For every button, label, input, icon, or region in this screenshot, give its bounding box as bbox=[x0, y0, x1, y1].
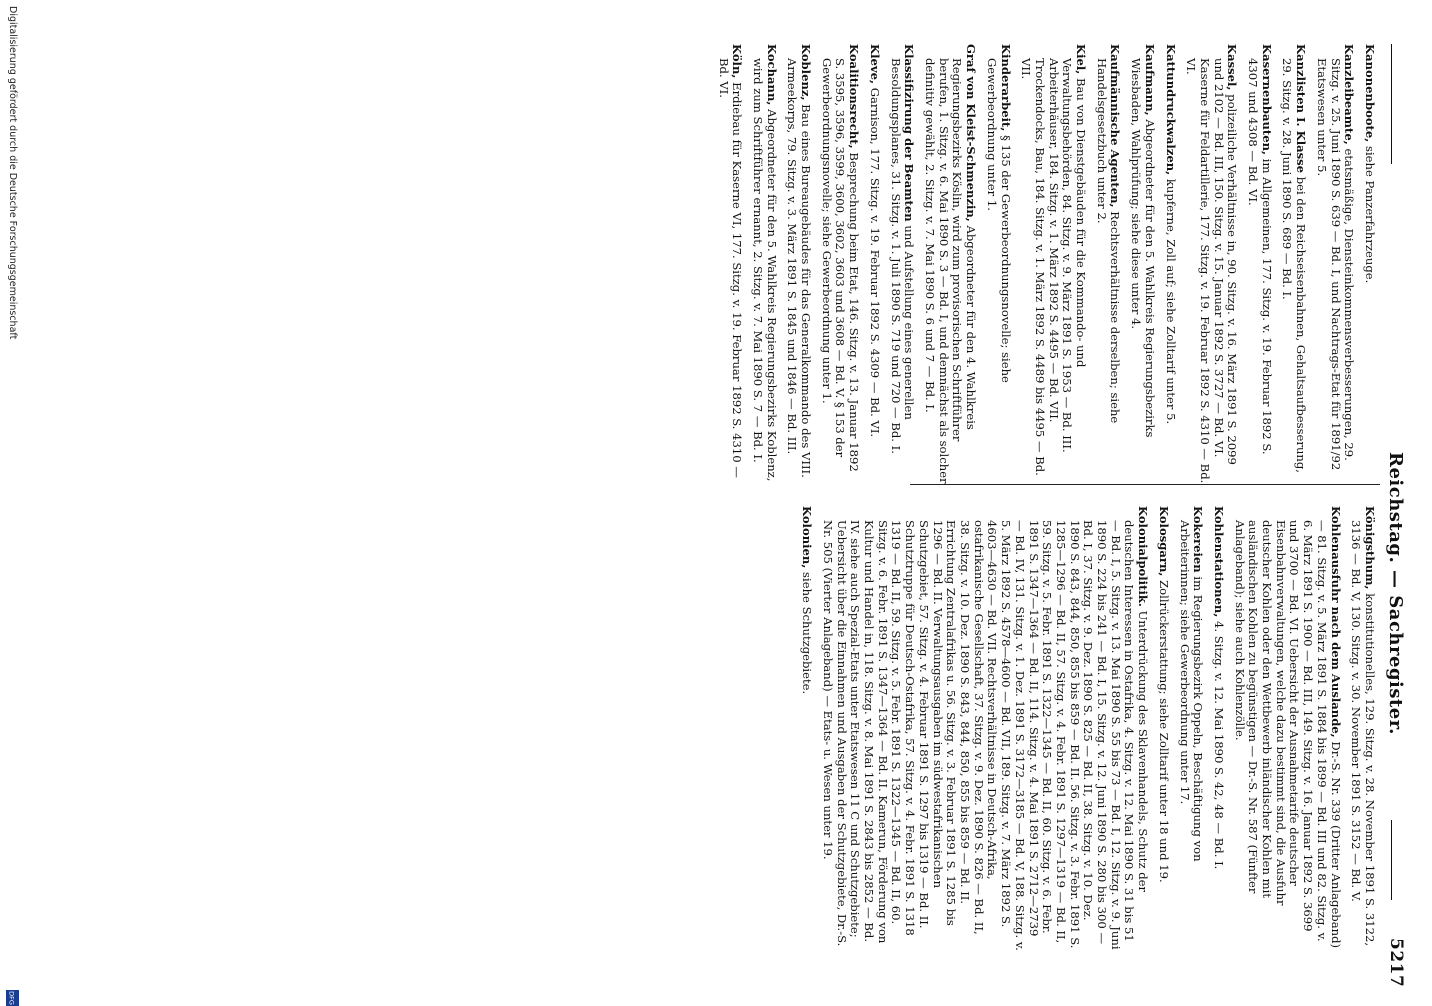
index-entry bbox=[1211, 506, 1225, 951]
entry-keyword: Kolosgarn, bbox=[1156, 506, 1171, 577]
index-entry bbox=[1314, 44, 1355, 484]
index-entry bbox=[819, 44, 860, 484]
dfg-logo-icon bbox=[6, 990, 19, 1006]
entry-keyword: Kolonialpolitik. bbox=[1136, 506, 1151, 607]
entry-keyword: Kiel, bbox=[1074, 44, 1089, 75]
entry-text: Abgeordneter für den 4. Wahlkreis Regierungsbezirks Köslin, wird zum provisorischen Schriftführer berufen, 1. Sitzg. v. 6. Mai 1890 S. 3 — Bd. I, und demnächst als solcher definitiv gewählt, 2. Sitzg. v. 7. Mai 1890 S. 6 und 7 — Bd. I. bbox=[923, 58, 979, 484]
entry-keyword: Kinderarbeit, bbox=[998, 44, 1013, 132]
entry-keyword: Koblenz, bbox=[799, 44, 814, 101]
entry-text: § 135 der Gewerbeordnungsnovelle; siehe Gewerbeordnung unter 1. bbox=[984, 58, 1013, 383]
entry-text: bei den Reichseisenbahnen, Gehaltsaufbesserung, 29. Sitzg. v. 28. Juni 1890 S. 689 — Bd. I. bbox=[1280, 58, 1309, 473]
entry-text: Bau von Dienstgebäuden für die Kommando- und Verwaltungsbehörden, 84. Sitzg. v. 9. März 1891 S. 1953 — Bd. III. Arbeiterhäuser, 184. Sitzg. v. 1. März 1892 S. 4495 — Bd. VII. Trockendocks, Bau, 184. Sitzg. v. 1. März 1892 S. 4489 bis 4495 — Bd. VII. bbox=[1019, 58, 1089, 476]
index-entry bbox=[888, 44, 915, 484]
index-entry bbox=[785, 44, 812, 484]
entry-text: im Regierungsbezirk Oppeln, Beschäftigung von Arbeiterinnen; siehe Gewerbeordnung unter 17. bbox=[1177, 520, 1206, 862]
entry-keyword: Kassel, bbox=[1225, 44, 1240, 91]
entry-keyword: Kleve, bbox=[867, 44, 882, 85]
entry-keyword: Köln, bbox=[730, 44, 745, 79]
entry-keyword: Kohlenausfuhr nach dem Auslande, bbox=[1328, 506, 1343, 738]
entry-keyword: Klassifizirung der Beamten bbox=[902, 44, 917, 222]
entry-text: siehe Schutzgebiete. bbox=[800, 568, 815, 695]
entry-keyword: Kanzleibeamte, bbox=[1342, 44, 1357, 145]
entry-text: Bau eines Bureaugebäudes für das Generalkommando des VIII. Armeekorps, 79. Sitzg. v. 3. März 1891 S. 1845 und 1846 — Bd. III. bbox=[785, 58, 814, 478]
index-entry bbox=[1163, 44, 1177, 484]
svg-text:DFG: DFG bbox=[7, 991, 16, 1005]
header-rule-left bbox=[1391, 44, 1392, 164]
entry-keyword: Kanzlisten I. Klasse bbox=[1294, 44, 1309, 174]
entry-text: Abgeordneter für den 5. Wahlkreis Regierungsbezirks Wiesbaden, Wahlprüfung; siehe diese unter 4. bbox=[1129, 58, 1157, 438]
entry-text: Abgeordneter für den 5. Wahlkreis Regierungsbezirks Koblenz, wird zum Schriftführer ernannt, 2. Sitzg. v. 7. Mai 1890 S. 7 — Bd. I. bbox=[750, 58, 779, 482]
entry-text: konstitutionelles, 129. Sitzg. v. 28. November 1891 S. 3122, 3136 — Bd. V, 130. Sitzg. v. 30. November 1891 S. 3152 — Bd. V. bbox=[1349, 520, 1377, 947]
entry-text: Dr.-S. Nr. 339 (Dritter Anlageband) — 81. Sitzg. v. 5. März 1891 S. 1884 bis 1899 — Bd. III und 82. Sitzg. v. 6. März 1891 S. 1900 — Bd. III, 149. Sitzg. v. 16. Januar 1892 S. 3699 und 3700 — Bd. VI. Uebersicht der Ausnahmetarife deutscher Eisenbahnverwaltungen, welche dazu bestimmt sind, die Ausfuhr deutscher Kohlen oder den Wettbewerb inländischer Kohlen mit ausländischen Kohlen zu begünstigen — Dr.-S. Nr. 587 (Fünfter Anlageband); siehe auch Kohlenzölle. bbox=[1232, 520, 1343, 949]
index-entry bbox=[1362, 44, 1376, 484]
index-entry bbox=[1177, 506, 1204, 951]
index-entry bbox=[1156, 506, 1170, 951]
index-entry bbox=[1245, 44, 1272, 484]
entry-keyword: Kasernenbauten, bbox=[1259, 44, 1274, 156]
entry-text: Rechtsverhältnisse derselben; siehe Handelsgesetzbuch unter 2. bbox=[1094, 58, 1123, 424]
entry-keyword: Kaufmann, bbox=[1142, 44, 1157, 116]
entry-text: polizeiliche Verhältnisse in, 90. Sitzg. v. 16. März 1891 S. 2099 und 2102 — Bd. III, 150. Sitzg. v. 15. Januar 1892 S. 3727 — Bd. VI. Kaserne für Feldartillerie, 177. Sitzg. v. 19. Februar 1892 S. 4310 — Bd. VI. bbox=[1184, 58, 1240, 484]
left-index-column bbox=[709, 44, 1376, 484]
index-entry bbox=[867, 44, 881, 484]
entry-keyword: Kohlenstationen, bbox=[1211, 506, 1226, 618]
entry-keyword: Kokereien bbox=[1191, 506, 1206, 573]
entry-keyword: Königsthum, bbox=[1363, 506, 1377, 590]
index-entry bbox=[984, 44, 1011, 484]
entry-text: kupferne, Zoll auf; siehe Zolltarif unter 5. bbox=[1163, 175, 1178, 425]
entry-keyword: Koalitionsrecht, bbox=[847, 44, 862, 149]
entry-text: Garnison, 177. Sitzg. v. 19. Februar 1892 S. 4309 — Bd. VI. bbox=[867, 84, 882, 438]
right-index-column bbox=[793, 506, 1376, 951]
entry-keyword: Kochann, bbox=[764, 44, 779, 106]
index-entry bbox=[750, 44, 777, 484]
entry-keyword: Kanonenboote, bbox=[1363, 44, 1377, 143]
index-entry bbox=[922, 44, 977, 484]
entry-text: etatsmäßige, Diensteinkommensverbesserungen, 29. Sitzg. v. 25. Juni 1890 S. 639 — Bd. I, und Nachtrags-Etat für 1891/92 Etatswesen unter 5. bbox=[1314, 58, 1357, 471]
page-number: 5217 bbox=[1386, 938, 1406, 988]
entry-keyword: Kolonien, bbox=[800, 506, 815, 569]
entry-keyword: Kaufmännische Agenten, bbox=[1108, 44, 1123, 208]
digitization-credit: Digitalisierung gefördert durch die Deutsche Forschungsgemeinschaft bbox=[7, 6, 18, 340]
entry-text: Unterdrückung des Sklavenhandels, Schutz der deutschen Interessen in Ostafrika, 4. Sitzg. v. 12. Mai 1890 S. 31 bis 51 — Bd. I, 5. Sitzg. v. 13. Mai 1890 S. 55 bis 73 — Bd. I, 12. Sitzg. v. 9. Juni 1890 S. 224 bis 241 — Bd. I, 15. Sitzg. v. 12. Juni 1890 S. 280 bis 300 — Bd. I, 37. Sitzg. v. 9. Dez. 1890 S. 825 — Bd. II, 38. Sitzg. v. 10. Dez. 1890 S. 843, 844, 850, 855 bis 859 — Bd. II. 56. Sitzg. v. 3. Febr. 1891 S. 1285—1296 — Bd. II, 57. Sitzg. v. 4. Febr. 1891 S. 1297—1319 — Bd. II, 59. Sitzg. v. 5. Febr. 1891 S. 1322—1345 — Bd. II, 60. Sitzg. v. 6. Febr. 1891 S. 1347—1364 — Bd. II, 114. Sitzg. v. 4. Mai 1891 S. 2712—2739 — Bd. IV, 131. Sitzg. v. 1. Dez. 1891 S. 3172—3185 — Bd. V, 188. Sitzg. v. 5. März 1892 S. 4578—4600 — Bd. VII, 189. Sitzg. v. 7. März 1892 S. 4603—4630 — Bd. VII. Rechtsverhältnisse in Deutsch-Afrika, ostafrikanische Gesellschaft, 37. Sitzg. v. 9. Dez. 1890 S. 826 — Bd. II, 38. Sitzg. v. 10. Dez. 1890 S. 843, 844, 850, 855 bis 859 — Bd. II. Errichtung Zentralafrikas u. 56. Sitzg. v. 3. Februar 1891 S. 1285 bis 1296 — Bd. II. Verwaltungsausgaben im südwestafrikanischen Schutzgebiet, 57. Sitzg. v. 4. Februar 1891 S. 1297 bis 1319 — Bd. II. Schutztruppe für Deutsch-Ostafrika, 57. Sitzg. v. 4. Febr. 1891 S. 1318 1319 — Bd. II, 59. Sitzg. v. 5. Febr. 1891 S. 1322—1345 — Bd. II, 60. Sitzg. v. 6. Febr. 1891 S. 1347—1364 — Bd. II. Kamerun, Förderung von Kultur und Handel in, 118. Sitzg. v. 8. Mai 1891 S. 2843 bis 2852 — Bd. IV. siehe auch Spezial-Etats unter Etatswesen 11 C und Schutzgebiete; Uebersicht über die Einnahmen und Ausgaben der Schutzgebiete, Dr.-S. Nr. 505 (Vierter Anlageband) — Etats- u. Wesen unter 19. bbox=[820, 520, 1151, 951]
index-entry bbox=[1232, 506, 1342, 951]
index-entry bbox=[1184, 44, 1239, 484]
page-title: Reichstag. — Sachregister. bbox=[1385, 452, 1406, 735]
index-entry bbox=[716, 44, 743, 484]
entry-text: siehe Panzerfahrzeuge. bbox=[1363, 142, 1377, 284]
entry-text: 4. Sitzg. v. 12. Mai 1890 S. 42, 48 — Bd. I. bbox=[1211, 617, 1226, 870]
entry-text: Besprechung beim Etat, 146. Sitzg. v. 13. Januar 1892 S. 3595, 3596, 3599, 3600, 3602, 3603 und 3608 — Bd. V. § 153 der Gewerbeordnungsnovelle; siehe Gewerbeordnung unter 1. bbox=[819, 58, 862, 472]
index-entry bbox=[820, 506, 1149, 951]
entry-keyword: Graf von Kleist-Schmenzin, bbox=[964, 44, 979, 222]
index-entry bbox=[1128, 44, 1155, 484]
entry-text: und Aufstellung eines generellen Besoldungsplanes, 31. Sitzg. v. 1. Juli 1890 S. 719 und 720 — Bd. I. bbox=[888, 58, 917, 454]
entry-text: im Allgemeinen, 177. Sitzg. v. 19. Februar 1892 S. 4307 und 4308 — Bd. VI. bbox=[1246, 58, 1274, 455]
index-entry bbox=[1094, 44, 1121, 484]
index-entry bbox=[1280, 44, 1307, 484]
entry-keyword: Kattundruckwalzen, bbox=[1163, 44, 1178, 176]
column-divider bbox=[910, 484, 1380, 485]
index-entry bbox=[1019, 44, 1088, 484]
header-rule-right bbox=[1391, 820, 1392, 900]
entry-text: Zollrückerstattung; siehe Zolltarif unter 18 und 19. bbox=[1156, 576, 1171, 883]
entry-text: Erdiebau für Kaserne VI, 177. Sitzg. v. 19. Februar 1892 S. 4310 — Bd. VI. bbox=[716, 58, 745, 478]
index-entry bbox=[800, 506, 814, 951]
index-entry bbox=[1349, 506, 1376, 951]
